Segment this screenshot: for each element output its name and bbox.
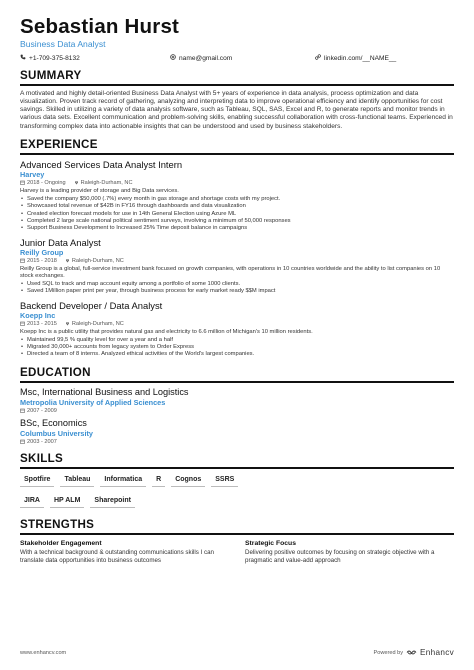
location-pin-icon xyxy=(65,258,70,263)
location-pin-icon xyxy=(65,321,70,326)
section-title-experience: EXPERIENCE xyxy=(20,137,98,151)
contact-row xyxy=(20,54,454,62)
section-divider xyxy=(20,84,454,86)
achievement-list xyxy=(20,281,454,296)
education-entry xyxy=(20,387,454,414)
education-dates-text: 2007 - 2009 xyxy=(27,407,57,414)
section-divider xyxy=(20,153,454,155)
education-dates xyxy=(20,408,454,414)
list-item: • Maintained 99,5 % quality level for over a year and a half xyxy=(20,337,454,344)
job-dates-text: 2013 - 2015 xyxy=(27,320,57,327)
calendar-icon xyxy=(20,258,25,263)
at-sign-icon xyxy=(170,54,176,62)
job-location xyxy=(65,258,124,264)
job-location-text: Raleigh-Durham, NC xyxy=(71,320,124,327)
list-item: • Migrated 30,000+ accounts from legacy system to Order Express xyxy=(20,344,454,351)
list-item: • Directed a team of 8 interns. Analyzed ethical activities of the World's largest companies. xyxy=(20,351,454,358)
linkedin-url[interactable]: linkedin.com/__NAME__ xyxy=(324,54,397,62)
school-name: Metropolia University of Applied Sciences xyxy=(20,397,166,407)
candidate-name: Sebastian Hurst xyxy=(20,15,180,38)
section-title-skills: SKILLS xyxy=(20,451,64,465)
enhancv-logo-icon xyxy=(406,649,417,656)
job-meta xyxy=(20,180,454,186)
company-description: Harvey is a leading provider of storage and Big Data services. xyxy=(20,187,179,194)
strengths-section xyxy=(20,518,454,564)
company-description: Koepp Inc is a public utility that provides natural gas and electricity to 6.6 million of Michigan's 10 million residents. xyxy=(20,328,313,335)
experience-entry xyxy=(20,300,454,359)
calendar-icon xyxy=(20,439,25,444)
skill-tag: R xyxy=(152,473,165,487)
email-address[interactable]: name@gmail.com xyxy=(179,54,233,62)
job-dates-text: 2015 - 2018 xyxy=(27,257,57,264)
powered-by-label: Powered by xyxy=(373,649,404,656)
list-item: • Showcased total revenue of $42B in FY16 through dashboards and data visualization xyxy=(20,203,454,210)
job-title: Backend Developer / Data Analyst xyxy=(20,299,163,311)
section-title-education: EDUCATION xyxy=(20,365,91,379)
section-divider xyxy=(20,533,454,535)
experience-section xyxy=(20,138,454,359)
school-name: Columbus University xyxy=(20,428,93,438)
job-meta xyxy=(20,258,454,264)
company-name: Harvey xyxy=(20,169,45,179)
skills-list xyxy=(20,473,454,515)
company-name: Koepp Inc xyxy=(20,310,56,320)
list-item: • Completed 2 large scale national political sentiment surveys, involving a minimum of 50,000 responses xyxy=(20,218,454,225)
contact-phone xyxy=(20,54,170,62)
experience-entry xyxy=(20,159,454,233)
strength-title: Strategic Focus xyxy=(245,540,296,548)
strength-title: Stakeholder Engagement xyxy=(20,540,102,548)
calendar-icon xyxy=(20,321,25,326)
phone-number: +1-709-375-8132 xyxy=(29,54,80,62)
summary-text: A motivated and highly detail-oriented Business Data Analyst with 5+ years of experience in data analysis, process optimization and data visualization. Proven track record of gathering, analyzing and interpreting data to improve operational efficiency and identify opportunities for cost savings. Skilled in utilizing a variety of data analysis software, such as Tableau, SQL, SAS, Excel and R, to generate reports and monitor trends in various data sets. Excellent communication and problem-solving skills, enabling successful collaboration with cross-functional teams. Experienced in transforming complex data into actionable insights that can be understood and used by business stakeholders. xyxy=(20,90,453,130)
calendar-icon xyxy=(20,408,25,413)
contact-linkedin[interactable] xyxy=(315,54,396,62)
job-location xyxy=(74,180,133,186)
section-title-strengths: STRENGTHS xyxy=(20,518,95,531)
section-divider xyxy=(20,467,454,469)
phone-icon xyxy=(20,54,26,62)
skill-tag: Cognos xyxy=(171,473,205,487)
powered-by xyxy=(373,648,454,657)
section-title-summary: SUMMARY xyxy=(20,69,82,82)
strength-description: With a technical background & outstanding communications skills I can translate data opportunities into business outcomes xyxy=(20,549,214,564)
footer-website[interactable]: www.enhancv.com xyxy=(20,649,67,656)
education-dates xyxy=(20,439,454,445)
job-title: Junior Data Analyst xyxy=(20,236,101,248)
company-description: Reilly Group is a global, full-service investment bank focused on growth companies, with operations in 10 countries worldwide and the ability to list companies on 10 stock exchanges. xyxy=(20,265,441,279)
education-section xyxy=(20,366,454,445)
list-item: • Saved the company $50,000 (.7%) every month in gas storage and shortage costs with my project. xyxy=(20,196,454,203)
skill-tag: Informatica xyxy=(100,473,146,487)
resume-header xyxy=(20,16,454,62)
summary-section xyxy=(20,69,454,131)
company-name: Reilly Group xyxy=(20,247,64,257)
degree-title: BSc, Economics xyxy=(20,417,87,428)
achievement-list xyxy=(20,337,454,359)
experience-entry xyxy=(20,237,454,296)
skill-tag: Spotfire xyxy=(20,473,54,487)
candidate-role: Business Data Analyst xyxy=(20,39,106,49)
skill-tag: Tableau xyxy=(60,473,94,487)
link-icon xyxy=(315,54,321,62)
calendar-icon xyxy=(20,180,25,185)
list-item: • Created election forecast models for use in 14th General Election using Azure ML xyxy=(20,211,454,218)
list-item: • Support Business Development to Increased 25% Time deposit balance in campaigns xyxy=(20,225,454,232)
job-meta xyxy=(20,321,454,327)
skill-tag: HP ALM xyxy=(50,494,84,508)
page-footer xyxy=(20,648,454,657)
contact-email[interactable] xyxy=(170,54,315,62)
job-title: Advanced Services Data Analyst Intern xyxy=(20,158,183,170)
job-dates xyxy=(20,258,57,264)
job-dates xyxy=(20,321,57,327)
skill-tag: Sharepoint xyxy=(90,494,135,508)
list-item: • Saved 1Million paper print per year, through business process for early market ready $$M impact xyxy=(20,288,454,295)
strength-entry xyxy=(20,539,229,564)
strength-description: Delivering positive outcomes by focusing on strategic objective with a pragmatic and value-add approach xyxy=(245,549,435,564)
brand-name: Enhancv xyxy=(420,648,454,657)
degree-title: Msc, International Business and Logistics xyxy=(20,386,189,397)
skills-section xyxy=(20,452,454,515)
achievement-list xyxy=(20,196,454,232)
location-pin-icon xyxy=(74,180,79,185)
education-dates-text: 2003 - 2007 xyxy=(27,438,57,445)
job-dates-text: 2018 - Ongoing xyxy=(27,179,66,186)
job-location-text: Raleigh-Durham, NC xyxy=(71,257,124,264)
strengths-list xyxy=(20,539,454,564)
list-item: • Used SQL to track and map account equity among a portfolio of some 1000 clients. xyxy=(20,281,454,288)
job-location xyxy=(65,321,124,327)
education-entry xyxy=(20,418,454,445)
job-location-text: Raleigh-Durham, NC xyxy=(80,179,133,186)
section-divider xyxy=(20,381,454,383)
strength-entry xyxy=(245,539,454,564)
skill-tag: SSRS xyxy=(211,473,238,487)
job-dates xyxy=(20,180,66,186)
skill-tag: JIRA xyxy=(20,494,44,508)
